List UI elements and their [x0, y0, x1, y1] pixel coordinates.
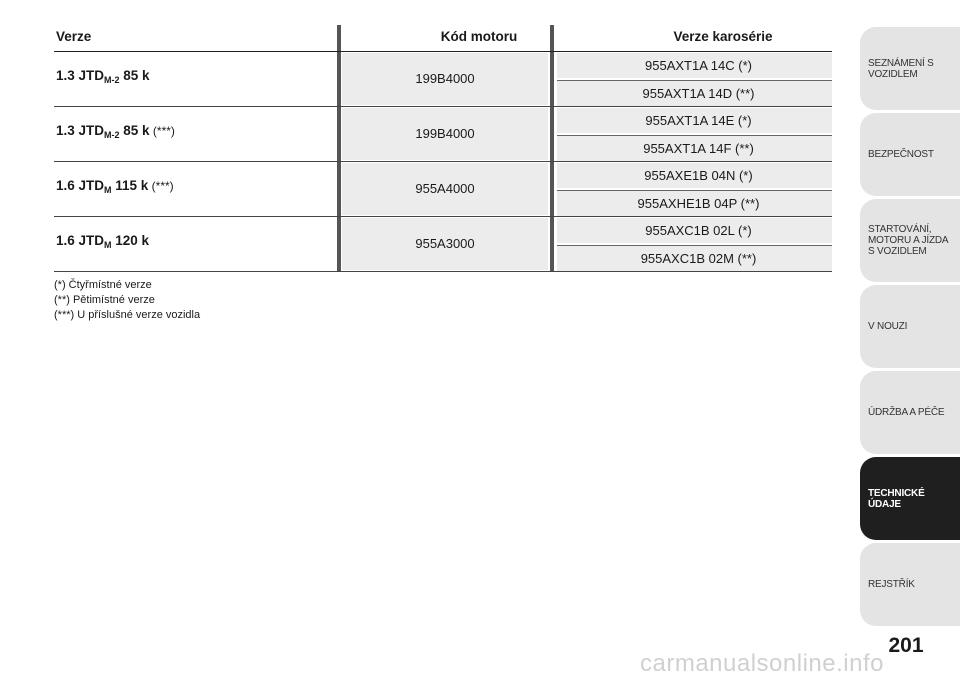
table-row	[54, 107, 832, 162]
column-divider	[550, 25, 554, 51]
version-cell: 1.6 $JTD_M$ 120 k	[56, 233, 150, 250]
body-version-cell	[557, 163, 832, 215]
footnote: (***) U příslušné verze vozidla	[54, 309, 201, 321]
header-verze-karoserie: Verze karosérie	[673, 29, 773, 44]
column-divider	[550, 52, 554, 106]
column-divider	[337, 25, 341, 51]
table-row	[54, 162, 832, 217]
body-version-cell	[557, 53, 832, 105]
tab-startovani[interactable]: STARTOVÁNÍ, MOTORU A JÍZDA S VOZIDLEM	[860, 199, 960, 282]
column-divider	[337, 52, 341, 106]
chapter-tabs	[860, 27, 960, 629]
table-row	[54, 217, 832, 272]
tab-technicke-udaje[interactable]: TECHNICKÉ ÚDAJE	[860, 457, 960, 540]
column-divider	[550, 162, 554, 216]
version-cell: 1.3 $JTD_{M-2}$ 85 k (***)	[56, 123, 175, 140]
column-divider	[550, 107, 554, 161]
page-number: 201	[888, 634, 924, 657]
body-version: 955AXT1A 14E (*)	[557, 108, 832, 133]
column-divider	[337, 217, 341, 271]
header-kod-motoru: Kód motoru	[440, 29, 518, 44]
column-divider	[550, 217, 554, 271]
version-cell: 1.6 $JTD_M$ 115 k (***)	[56, 178, 174, 195]
body-version: 955AXE1B 04N (*)	[557, 163, 832, 188]
tab-bezpecnost[interactable]: BEZPEČNOST	[860, 113, 960, 196]
body-version: 955AXC1B 02M (**)	[557, 245, 832, 271]
engine-code-cell: 955A3000	[342, 218, 548, 270]
tab-seznameni[interactable]: SEZNÁMENÍ S VOZIDLEM	[860, 27, 960, 110]
table-header	[54, 25, 832, 52]
table-row	[54, 52, 832, 107]
body-version-cell	[557, 108, 832, 160]
body-version: 955AXT1A 14D (**)	[557, 80, 832, 106]
version-cell: 1.3 $JTD_{M-2}$ 85 k	[56, 68, 150, 85]
footnote: (**) Pětimístné verze	[54, 294, 155, 306]
column-divider	[337, 107, 341, 161]
engine-code-cell: 199B4000	[342, 108, 548, 160]
header-verze: Verze	[56, 29, 92, 44]
tab-udrzba[interactable]: ÚDRŽBA A PÉČE	[860, 371, 960, 454]
body-version: 955AXT1A 14F (**)	[557, 135, 832, 161]
column-divider	[337, 162, 341, 216]
footnotes	[54, 278, 200, 323]
body-version: 955AXT1A 14C (*)	[557, 53, 832, 78]
body-version: 955AXHE1B 04P (**)	[557, 190, 832, 216]
body-version-cell	[557, 218, 832, 270]
tab-v-nouzi[interactable]: V NOUZI	[860, 285, 960, 368]
footnote: (*) Čtyřmístné verze	[54, 279, 152, 291]
engine-code-cell: 199B4000	[342, 53, 548, 105]
engine-table	[54, 25, 832, 272]
engine-code-cell: 955A4000	[342, 163, 548, 215]
watermark: carmanualsonline.info	[640, 650, 884, 677]
body-version: 955AXC1B 02L (*)	[557, 218, 832, 243]
tab-rejstrik[interactable]: REJSTŘÍK	[860, 543, 960, 626]
